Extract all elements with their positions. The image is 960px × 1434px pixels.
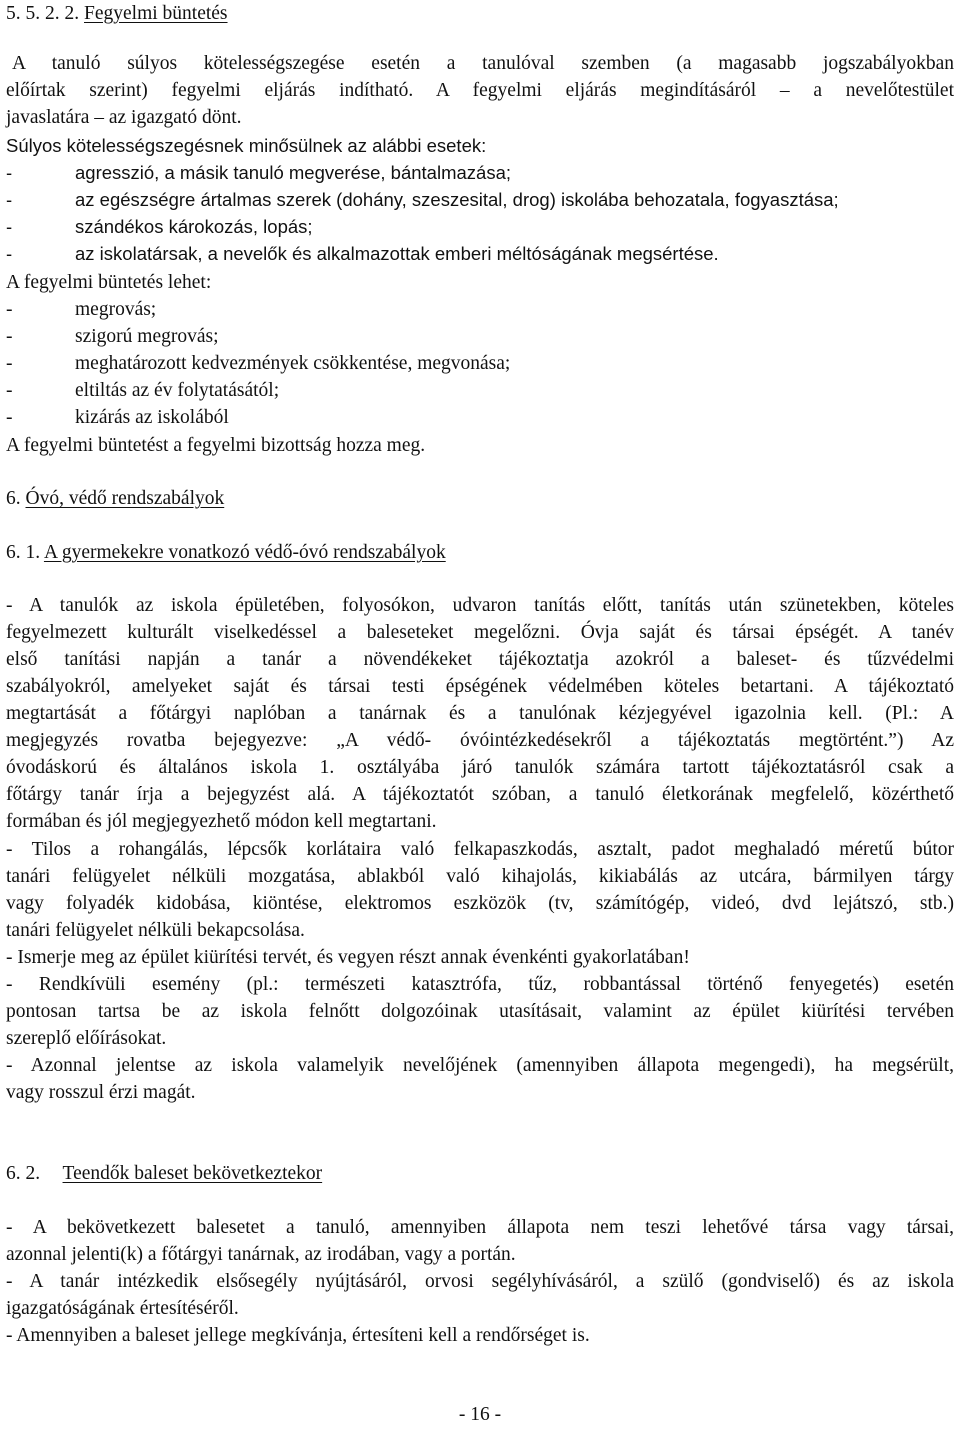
paragraph-line: óvodáskorú és általános iskola 1. osztályába járó tanulók számára tartott tájékoztatásról csak a bbox=[6, 757, 954, 778]
paragraph-line: szereplő előírásokat. bbox=[6, 1028, 167, 1049]
paragraph-line: pontosan tartsa be az iskola felnőtt dolgozóinak utasításait, valamint az épület kiürítési tervében bbox=[6, 1001, 954, 1022]
list-item: - szigorú megrovás; bbox=[6, 326, 219, 347]
page-number: - 16 - bbox=[458, 1404, 502, 1425]
paragraph-line: - A bekövetkezett balesetet a tanuló, amennyiben állapota nem teszi lehetővé társa vagy társai, bbox=[6, 1217, 954, 1238]
section-heading-5522 bbox=[6, 0, 954, 27]
paragraph-line: javaslatára – az igazgató dönt. bbox=[6, 107, 242, 128]
paragraph-line: tanári felügyelet nélküli mozgatása, ablakból való kihajolás, kikiabálás az utcára, bármilyen tárgy bbox=[6, 866, 954, 887]
section-title: Teendők baleset bekövetkeztekor bbox=[62, 1163, 323, 1184]
paragraph-line: azonnal jelenti(k) a főtárgyi tanárnak, az irodában, vagy a portán. bbox=[6, 1244, 516, 1265]
paragraph-line: igazgatóságának értesítéséről. bbox=[6, 1298, 239, 1319]
paragraph-line: A fegyelmi büntetést a fegyelmi bizottság hozza meg. bbox=[6, 435, 426, 456]
penalties-heading: A fegyelmi büntetés lehet: bbox=[6, 272, 212, 293]
list-item: - eltiltás az év folytatásától; bbox=[6, 380, 280, 401]
section-number: 6. 1. bbox=[6, 542, 41, 563]
list-item: - kizárás az iskolából bbox=[6, 407, 229, 428]
paragraph-line: előírtak szerint) fegyelmi eljárás indítható. A fegyelmi eljárás megindításáról – a nevelőtestület bbox=[6, 80, 954, 101]
section-title: Óvó, védő rendszabályok bbox=[25, 488, 225, 509]
paragraph-line: - Tilos a rohangálás, lépcsők korlátaira való felkapaszkodás, asztalt, padot meghaladó méretű bútor bbox=[6, 839, 954, 860]
paragraph-line: - A tanár intézkedik elsősegély nyújtásáról, orvosi segélyhívásáról, a szülő (gondviselő) és az iskola bbox=[6, 1271, 954, 1292]
cases-heading: Súlyos kötelességszegésnek minősülnek az alábbi esetek: bbox=[6, 135, 487, 156]
paragraph-line: megjegyzés rovatba bejegyezve: „A védő- óvóintézkedésekről a tájékoztatás megtörtént.”) Az bbox=[6, 730, 954, 751]
section-number: 5. 5. 2. 2. bbox=[6, 3, 80, 24]
paragraph-line: - Amennyiben a baleset jellege megkívánja, értesíteni kell a rendőrséget is. bbox=[6, 1325, 590, 1346]
paragraph-line: tanári felügyelet nélküli bekapcsolása. bbox=[6, 920, 305, 941]
paragraph-line: első tanítási napján a tanár a növendékeket tájékoztatja azokról a baleset- és tűzvédelmi bbox=[6, 649, 954, 670]
paragraph-line: főtárgy tanár írja a bejegyzést alá. A tájékoztatót szóban, a tanuló életkorának megfelelő, közérthető bbox=[6, 784, 954, 805]
section-number: 6. 2. bbox=[6, 1163, 41, 1184]
list-item: - az egészségre ártalmas szerek (dohány, szeszesital, drog) iskolába behozatala, fogyasztása; bbox=[6, 189, 839, 210]
paragraph-line: szabályokról, amelyeket saját és társai testi épségének védelmében köteles betartani. A tájékoztató bbox=[6, 676, 954, 697]
section-number: 6. bbox=[6, 488, 21, 509]
paragraph-line: vagy rosszul érzi magát. bbox=[6, 1082, 196, 1103]
paragraph-line: - Azonnal jelentse az iskola valamelyik nevelőjének (amennyiben állapota megengedi), ha megsérült, bbox=[6, 1055, 954, 1076]
paragraph-line: - Ismerje meg az épület kiürítési tervét, és vegyen részt annak évenkénti gyakorlatában! bbox=[6, 947, 690, 968]
paragraph-line: fegyelmezett kulturált viselkedéssel a baleseteket megelőzni. Óvja saját és társai épségét. A tanév bbox=[6, 622, 954, 643]
paragraph-line: - Rendkívüli esemény (pl.: természeti katasztrófa, tűz, robbantással történő fenyegetés) esetén bbox=[6, 974, 954, 995]
paragraph-line: - A tanulók az iskola épületében, folyosókon, udvaron tanítás előtt, tanítás után szünetekben, köteles bbox=[6, 595, 954, 616]
section-title: A gyermekekre vonatkozó védő-óvó rendszabályok bbox=[43, 542, 446, 563]
paragraph-line: vagy folyadék kidobása, kiöntése, elektromos eszközök (tv, számítógép, videó, dvd lejátszó, stb.) bbox=[6, 893, 954, 914]
paragraph-line: formában és jól megjegyezhető módon kell megtartani. bbox=[6, 811, 437, 832]
list-item: - az iskolatársak, a nevelők és alkalmazottak emberi méltóságának megsértése. bbox=[6, 243, 719, 264]
section-heading-62 bbox=[6, 1160, 954, 1187]
list-item: - agresszió, a másik tanuló megverése, bántalmazása; bbox=[6, 162, 511, 183]
section-heading-61 bbox=[6, 539, 954, 566]
paragraph-line: megtartását a főtárgyi naplóban a tanárnak és a tanulónak kézjegyével igazolnia kell. (Pl.: A bbox=[6, 703, 954, 724]
section-heading-6 bbox=[6, 485, 954, 512]
section-title: Fegyelmi büntetés bbox=[84, 3, 228, 24]
paragraph-line: A tanuló súlyos kötelességszegése esetén a tanulóval szemben (a magasabb jogszabályokban bbox=[12, 53, 954, 74]
list-item: - szándékos károkozás, lopás; bbox=[6, 216, 313, 237]
list-item: - meghatározott kedvezmények csökkentése, megvonása; bbox=[6, 353, 511, 374]
list-item: - megrovás; bbox=[6, 299, 157, 320]
